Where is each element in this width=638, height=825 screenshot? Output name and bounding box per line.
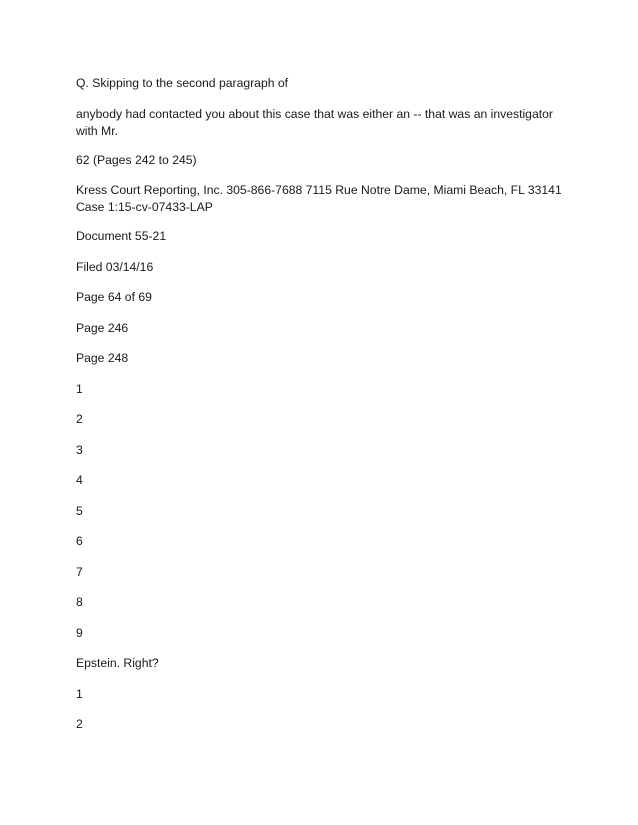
line-number: 3 [76, 443, 83, 457]
page-number-248: Page 248 [76, 351, 129, 365]
line-number: 4 [76, 473, 83, 487]
page-number-246: Page 246 [76, 321, 129, 335]
page-range-label: 62 (Pages 242 to 245) [76, 153, 197, 167]
court-reporter-footer: Kress Court Reporting, Inc. 305-866-7688 7115 Rue Notre Dame, Miami Beach, FL 33141 Case 1:15-cv-07433-LAP [76, 183, 562, 214]
testimony-line: Epstein. Right? [76, 656, 159, 670]
line-number: 2 [76, 717, 83, 731]
filed-date: Filed 03/14/16 [76, 260, 154, 274]
line-number: 5 [76, 504, 83, 518]
line-number: 7 [76, 565, 83, 579]
line-number: 6 [76, 534, 83, 548]
question-line: Q. Skipping to the second paragraph of [76, 76, 289, 90]
line-number: 1 [76, 382, 83, 396]
line-number: 8 [76, 595, 83, 609]
page-count: Page 64 of 69 [76, 290, 152, 304]
document-number: Document 55-21 [76, 229, 167, 243]
line-number: 9 [76, 626, 83, 640]
line-number: 1 [76, 687, 83, 701]
line-number: 2 [76, 412, 83, 426]
testimony-line: anybody had contacted you about this case that was either an -- that was an investigator with Mr. [76, 107, 553, 138]
